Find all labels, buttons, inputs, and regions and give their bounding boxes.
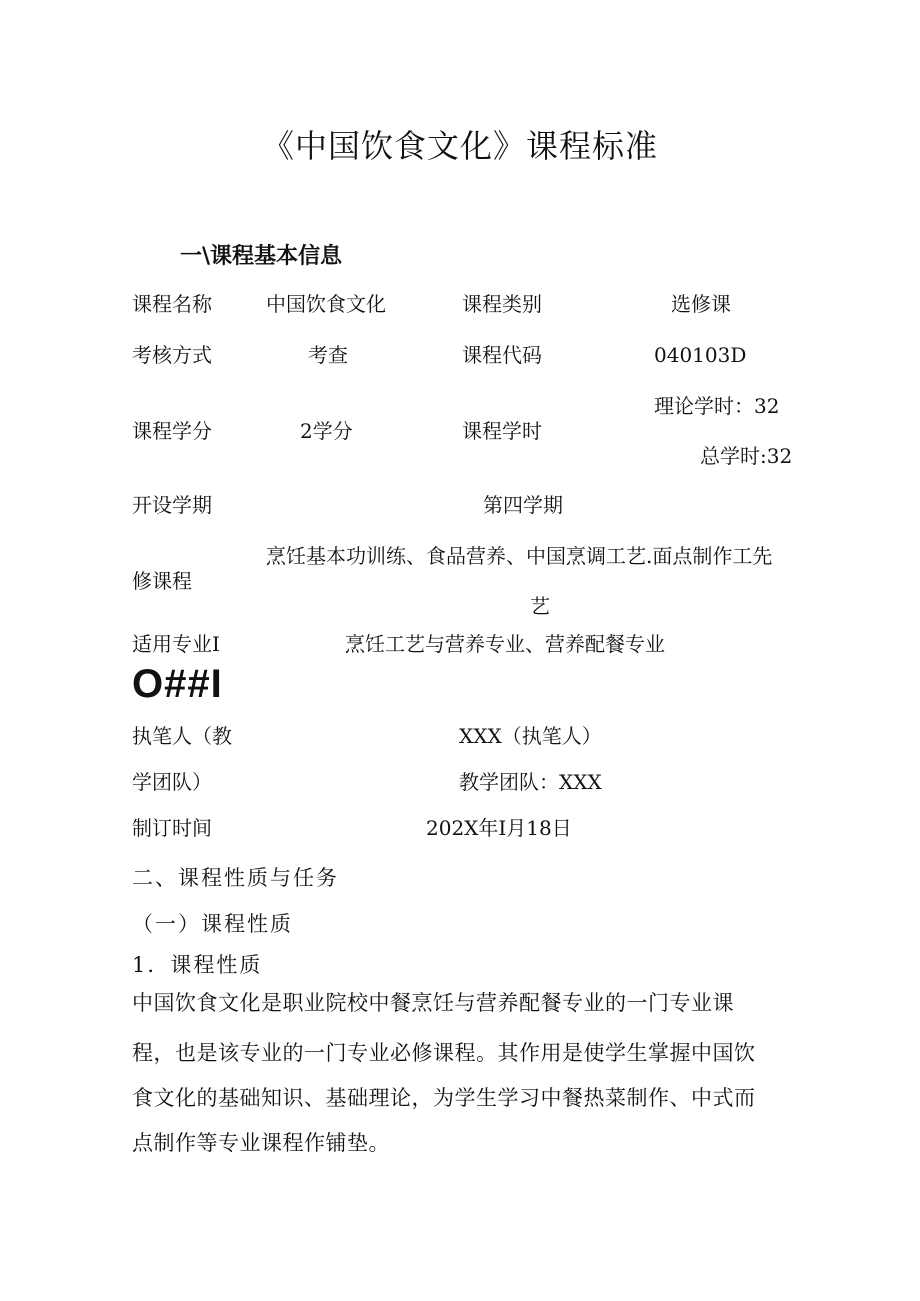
author-label-line1: 执笔人（教: [132, 724, 232, 748]
garbled-text: O##I: [132, 662, 223, 706]
course-code-label: 课程代码: [462, 343, 542, 367]
course-type-label: 课程类别: [462, 292, 542, 316]
team-value: 教学团队：XXX: [459, 770, 602, 794]
course-type-value: 选修课: [671, 292, 731, 316]
credits-value: 2学分: [300, 419, 353, 443]
course-name-label: 课程名称: [132, 292, 212, 316]
document-title: 《中国饮食文化》课程标准: [261, 127, 658, 165]
date-value: 202X年I月18日: [426, 816, 572, 840]
item-heading-nature: 1．课程性质: [132, 953, 263, 977]
theory-hours: 理论学时：32: [654, 394, 780, 418]
date-label: 制订时间: [132, 816, 212, 840]
course-code-value: 040103D: [654, 343, 747, 367]
hours-label: 课程学时: [462, 419, 542, 443]
author-value: XXX（执笔人）: [459, 724, 602, 748]
paragraph-line: 程，也是该专业的一门专业必修课程。其作用是使学生掌握中国饮: [132, 1041, 756, 1065]
section-heading-nature-tasks: 二、课程性质与任务: [132, 866, 339, 890]
section-heading-basic-info: 一\课程基本信息: [180, 244, 343, 269]
credits-label: 课程学分: [132, 419, 212, 443]
major-value: 烹饪工艺与营养专业、营养配餐专业: [345, 632, 665, 656]
paragraph-line: 点制作等专业课程作铺垫。: [132, 1131, 390, 1155]
total-hours: 总学时:32: [700, 444, 793, 468]
assessment-label: 考核方式: [132, 343, 212, 367]
subsection-heading-nature: （一）课程性质: [132, 912, 293, 936]
prerequisites-label: 修课程: [132, 569, 192, 593]
paragraph-line: 食文化的基础知识、基础理论，为学生学习中餐热菜制作、中式而: [132, 1086, 756, 1110]
course-name-value: 中国饮食文化: [266, 292, 386, 316]
assessment-value: 考查: [308, 343, 348, 367]
prerequisites-line2: 艺: [530, 594, 550, 618]
semester-value: 第四学期: [483, 493, 563, 517]
author-label-line2: 学团队）: [132, 770, 212, 794]
prerequisites-line1: 烹饪基本功训练、食品营养、中国烹调工艺.面点制作工先: [266, 544, 773, 568]
major-label: 适用专业I: [132, 632, 220, 656]
paragraph-line: 中国饮食文化是职业院校中餐烹饪与营养配餐专业的一门专业课: [132, 991, 734, 1015]
semester-label: 开设学期: [132, 493, 212, 517]
